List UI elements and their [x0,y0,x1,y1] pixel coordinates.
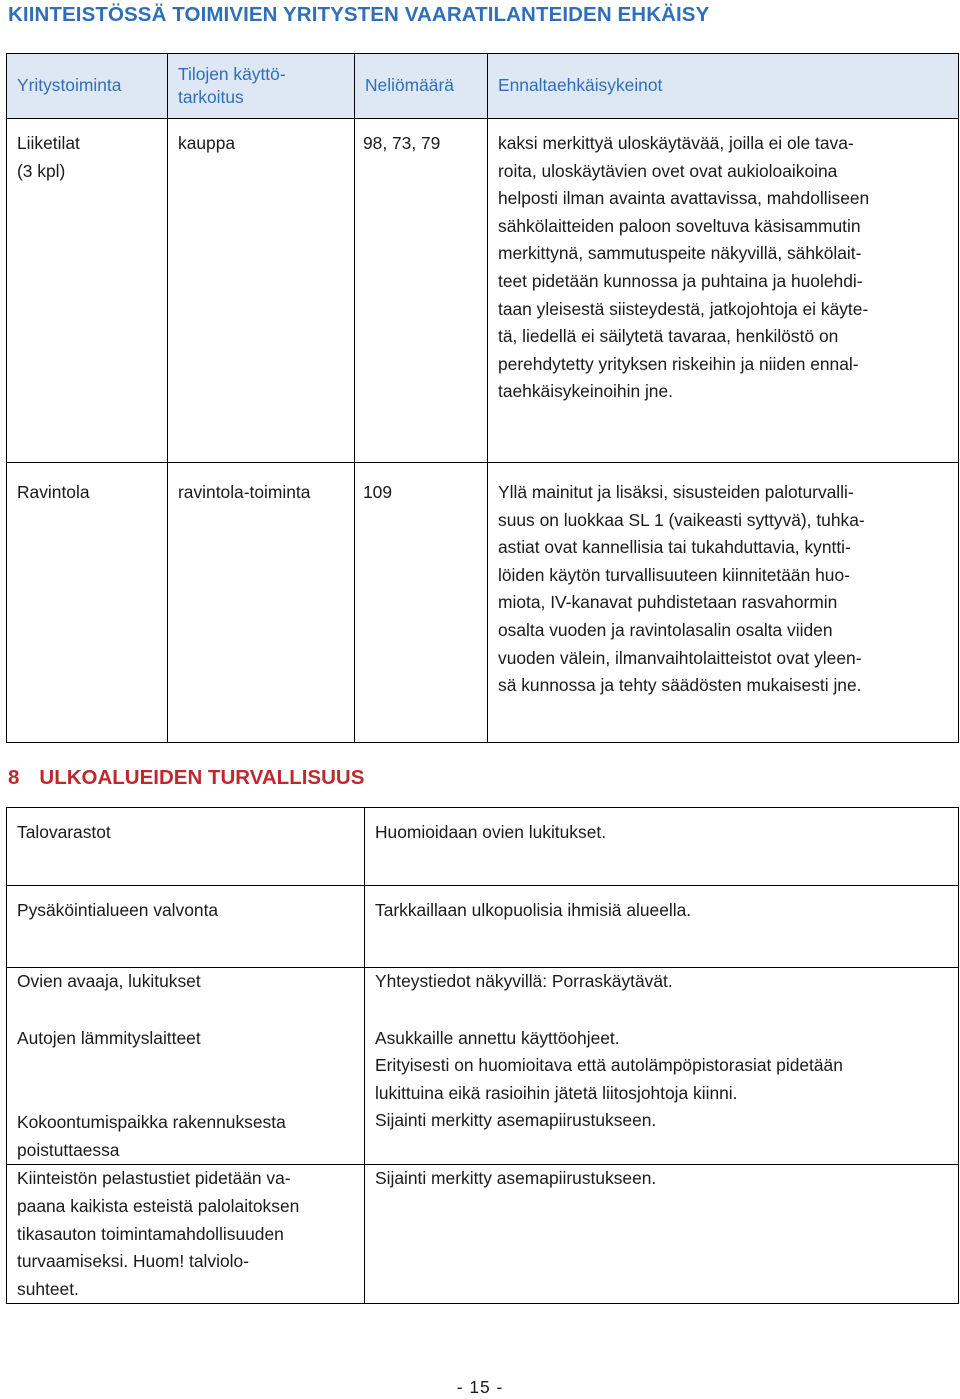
section-number: 8 [8,766,20,789]
cell-left: Talovarastot [7,808,365,886]
cell-right-item: Asukkaille annettu käyttöohjeet. Erityisesti on huomioitava että autolämpöpistorasiat pidetään lukittuina eikä rasioihin jätetä liitosjohtoja kiinni. [375,1027,843,1103]
cell-business: Ravintola [7,463,168,743]
companies-table [6,53,959,743]
page-heading: KIINTEISTÖSSÄ TOIMIVIEN YRITYSTEN VAARATILANTEIDEN EHKÄISY [8,3,710,26]
cell-left-item: Autojen lämmityslaitteet [17,1027,201,1048]
cell-area: 109 [355,463,488,743]
table-row [7,886,959,968]
cell-right: Tarkkaillaan ulkopuolisia ihmisiä alueella. [365,886,959,968]
table-row [7,463,959,743]
table-row [7,1165,959,1304]
header-area: Neliömäärä [355,54,488,119]
cell-left [7,968,365,1165]
cell-area: 98, 73, 79 [355,119,488,463]
cell-right-item: Yhteystiedot näkyvillä: Porraskäytävät. [375,971,673,991]
cell-left-item: Kokoontumispaikka rakennuksesta poistuttaessa [17,1112,286,1160]
cell-right-item: Sijainti merkitty asemapiirustukseen. [375,1110,657,1131]
cell-right: Sijainti merkitty asemapiirustukseen. [365,1165,959,1304]
page-number: - 15 - [456,1377,504,1397]
header-business: Yritystoiminta [7,54,168,119]
cell-prevention: Yllä mainitut ja lisäksi, sisusteiden paloturvalli- suus on luokkaa SL 1 (vaikeasti syttyvä), tuhka- astiat ovat kannellisia tai tukahduttavia, kynttі- löiden käytön turvallisuuteen kiinnitetään huo- miota, IV-kanavat puhdistetaan rasvahormin osalta vuoden ja ravintolasalin osalta viiden vuoden välein, ilmanvaihtolaitteistot ovat yleen- sä kunnossa ja tehty säädösten mukaisesti jne. [488,463,959,743]
section-heading [8,766,364,790]
cell-left: Kiinteistön pelastustiet pidetään va- paana kaikista esteistä palolaitoksen tikasauton toimintamahdollisuuden turvaamiseksi. Huom! talviolo- suhteet. [7,1165,365,1304]
outdoor-safety-table [6,807,959,1304]
table-row [7,119,959,463]
cell-use: ravintola-toiminta [168,463,355,743]
cell-prevention: kaksi merkittyä uloskäytävää, joilla ei ole tava- roita, uloskäytävien ovet ovat aukioloaikoina helposti ilman avainta avattavissa, mahdolliseen sähkölaitteiden paloon soveltuva käsisammutin merkittynä, sammutuspeite näkyvillä, sähkölait- teet pidetään kunnossa ja puhtaina ja huolehdi- taan yleisestä siisteydestä, jatkojohtoja ei käyte- tä, liedellä ei säilytetä tavaraa, henkilöstö on perehdytetty yrityksen riskeihin ja niiden ennal- taehkäisykeinoihin jne. [488,119,959,463]
cell-right [365,968,959,1165]
cell-left: Pysäköintialueen valvonta [7,886,365,968]
cell-left-item: Ovien avaaja, lukitukset [17,971,201,991]
section-title: ULKOALUEIDEN TURVALLISUUS [39,766,365,789]
table-row [7,808,959,886]
cell-use: kauppa [168,119,355,463]
cell-business: Liiketilat (3 kpl) [7,119,168,463]
table-header-row [7,54,959,119]
cell-right: Huomioidaan ovien lukitukset. [365,808,959,886]
header-prevention: Ennaltaehkäisykeinot [488,54,959,119]
header-use: Tilojen käyttö- tarkoitus [168,54,355,119]
table-row [7,968,959,1165]
